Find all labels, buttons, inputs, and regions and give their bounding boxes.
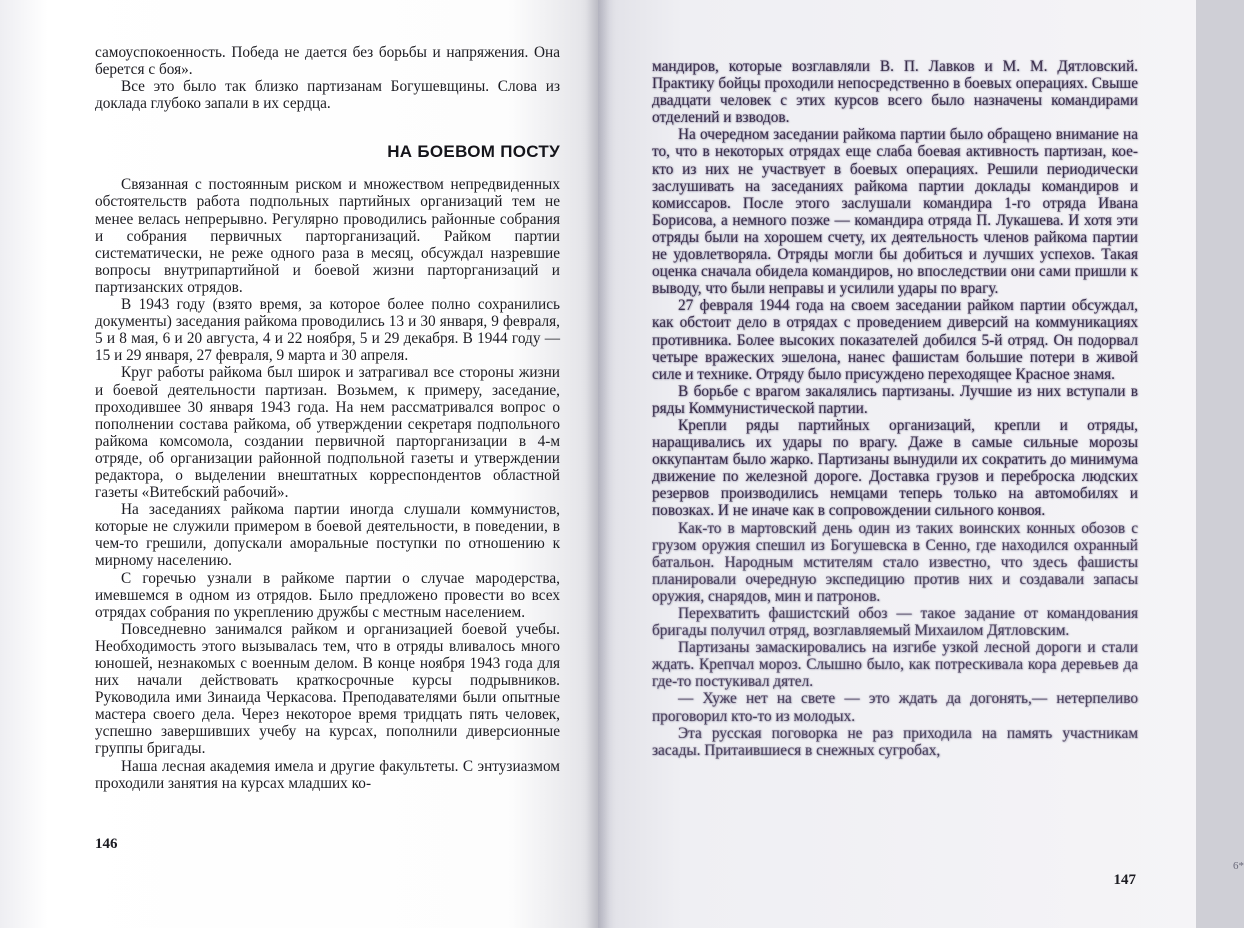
- paragraph: С горечью узнали в райкоме партии о случае мародерства, имевшемся в одном из отрядов. Было предложено провести во всех отрядах собрания по укреплению дружбы с местным населением.: [95, 569, 560, 621]
- paragraph: Перехватить фашистский обоз — такое задание от командования бригады получил отряд, возглавляемый Михаилом Дятловским.: [652, 605, 1138, 640]
- paragraph: мандиров, которые возглавляли В. П. Лавков и М. М. Дятловский. Практику бойцы проходили непосредственно в боевых операциях. Свыше двадцати человек с этих курсов всего было назначены командирами отделений и взводов.: [652, 58, 1138, 127]
- paragraph: Как-то в мартовский день один из таких воинских конных обозов с грузом оружия спешил из Богушевска в Сенно, где находился охранный батальон. Народным мстителям стало известно, что здесь фашисты планировали очередную экспедицию против них и создавали запасы оружия, снарядов, мин и патронов.: [652, 519, 1138, 605]
- paragraph: В борьбе с врагом закалялись партизаны. Лучшие из них вступали в ряды Коммунистической партии.: [652, 382, 1138, 417]
- paragraph: На очередном заседании райкома партии было обращено внимание на то, что в некоторых отрядах еще слаба боевая активность партизан, кое-кто из них не участвует в боевых операциях. Решили периодически заслушивать на заседаниях райкома партии доклады командиров и комиссаров. После этого заслушали командира 1-го отряда Ивана Борисова, а немного позже — командира отряда П. Лукашева. И хотя эти отряды были на хорошем счету, их деятельность членов райкома партии не удовлетворяла. Отряды могли бы добиться и лучших успехов. Такая оценка сначала обидела командиров, но впоследствии они сами пришли к выводу, что были неправы и усилили удары по врагу.: [652, 126, 1138, 298]
- left-page: [0, 0, 598, 928]
- paragraph: 27 февраля 1944 года на своем заседании райком партии обсуждал, как обстоит дело в отрядах с проведением диверсий на коммуникациях противника. Более высоких показателей добился 5-й отряд. Он подорвал четыре вражеских эшелона, нанес фашистам большие потери в живой силе и технике. Отряду было присуждено переходящее Красное знамя.: [652, 297, 1138, 383]
- paragraph: Крепли ряды партийных организаций, крепли и отряды, наращивались их удары по врагу. Даже в самые сильные морозы оккупантам было жарко. Партизаны вынудили их сократить до минимума движение по железной дороге. Доставка грузов и переброска людских резервов производились немцами теперь только на автомобилях и повозках. И не иначе как в сопровождении сильного конвоя.: [652, 416, 1138, 520]
- paragraph: На заседаниях райкома партии иногда слушали коммунистов, которые не служили примером в боевой деятельности, в поведении, в чем-то грешили, допускали аморальные поступки по отношению к мирному населению.: [95, 501, 560, 570]
- paragraph: Эта русская поговорка не раз приходила на память участникам засады. Притаившиеся в снежных сугробах,: [652, 724, 1138, 759]
- paragraph: Наша лесная академия имела и другие факультеты. С энтузиазмом проходили занятия на курсах младших ко-: [95, 757, 560, 792]
- paragraph: — Хуже нет на свете — это ждать да догонять,— нетерпеливо проговорил кто-то из молодых.: [652, 690, 1138, 725]
- signature-mark: 6*: [1233, 860, 1244, 872]
- paragraph: самоуспокоенность. Победа не дается без борьбы и напряжения. Она берется с боя».: [95, 44, 560, 79]
- paragraph: Круг работы райкома был широк и затрагивал все стороны жизни и боевой деятельности партизан. Возьмем, к примеру, заседание, проходившее 30 января 1943 года. На нем рассматривался вопрос о пополнении состава райкома, об утверждении секретаря подпольного райкома комсомола, создании первичной парторганизации в 4-м отряде, об организации районной подпольной газеты и утверждении редактора, о выделении внештатных корреспондентов областной газеты «Витебский рабочий».: [95, 364, 560, 502]
- left-page-text: [95, 44, 560, 792]
- right-page: [598, 0, 1244, 928]
- paragraph: Все это было так близко партизанам Богушевщины. Слова из доклада глубоко запали в их сердца.: [95, 78, 560, 113]
- paragraph: Связанная с постоянным риском и множеством непредвиденных обстоятельств работа подпольных партийных организаций тем не менее велась непрерывно. Регулярно проводились районные собрания и собрания первичных парторганизаций. Райком партии систематически, не реже одного раза в месяц, обсуждал назревшие вопросы внутрипартийной и боевой жизни парторганизаций и партизанских отрядов.: [95, 176, 560, 296]
- paragraph: В 1943 году (взято время, за которое более полно сохранились документы) заседания райкома проводились 13 и 30 января, 9 февраля, 5 и 8 мая, 6 и 20 августа, 4 и 22 ноября, 5 и 29 декабря. В 1944 году — 15 и 29 января, 27 февраля, 9 марта и 30 апреля.: [95, 296, 560, 365]
- paragraph: Партизаны замаскировались на изгибе узкой лесной дороги и стали ждать. Крепчал мороз. Слышно было, как потрескивала кора деревьев да где-то постукивал дятел.: [652, 639, 1138, 691]
- right-page-text: [652, 58, 1138, 759]
- page-number-right: 147: [1113, 872, 1136, 888]
- paragraph: Повседневно занимался райком и организацией боевой учебы. Необходимость этого вызывалась тем, что в отряды вливалось много юношей, незнакомых с военным делом. В конце ноября 1943 года для них начали действовать краткосрочные курсы подрывников. Руководила ими Зинаида Черкасова. Преподавателями были опытные мастера своего дела. Через некоторое время тридцать пять человек, успешно завершивших учебу на курсах, пополнили диверсионные группы бригады.: [95, 620, 560, 758]
- section-heading: НА БОЕВОМ ПОСТУ: [387, 142, 560, 162]
- page-number-left: 146: [95, 836, 118, 852]
